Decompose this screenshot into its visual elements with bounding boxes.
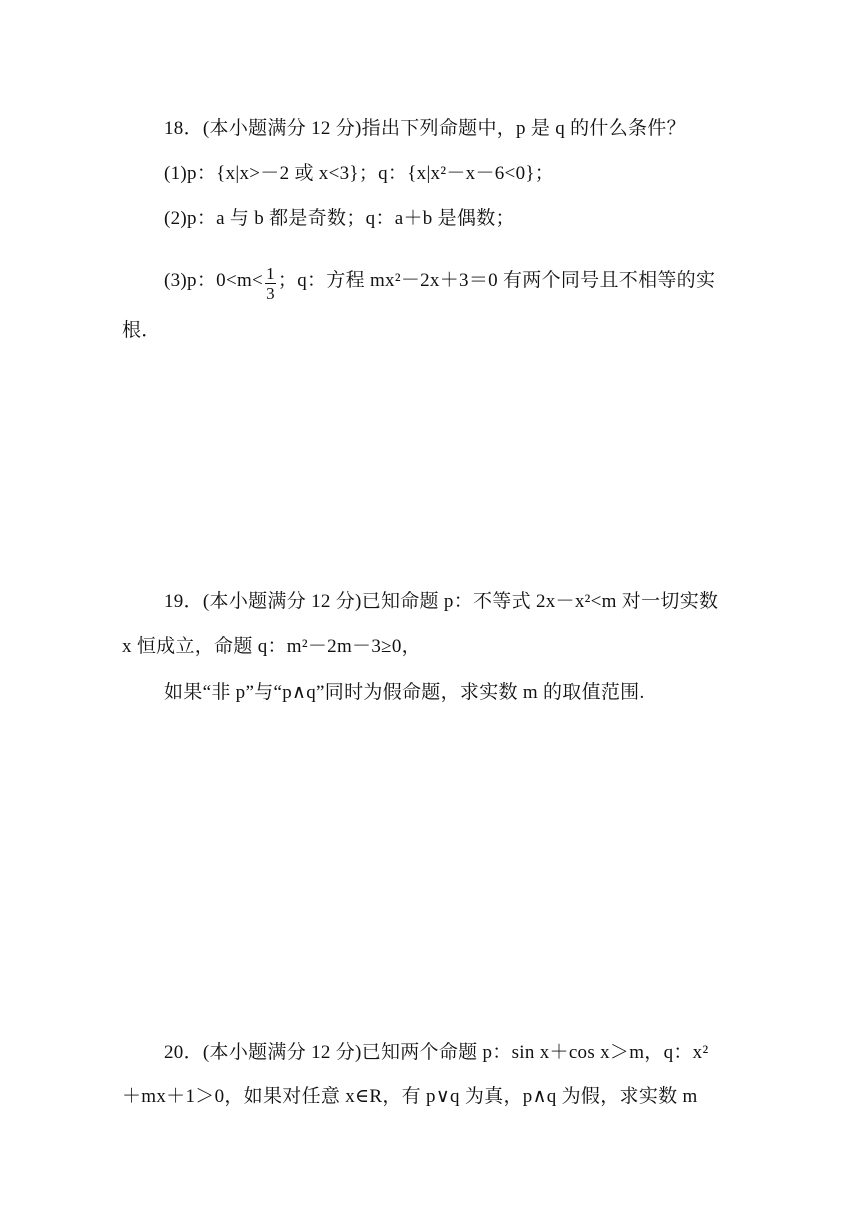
q18-item-1: (1)p：{x|x>－2 或 x<3}；q：{x|x²－x－6<0}； xyxy=(164,163,555,184)
fraction-denominator: 3 xyxy=(266,284,275,303)
q20-line-2: ＋mx＋1＞0，如果对任意 x∈R，有 p∨q 为真，p∧q 为假，求实数 m xyxy=(122,1086,698,1107)
q18-item-3-continuation: 根． xyxy=(122,320,161,341)
q19-line-2: x 恒成立，命题 q：m²－2m－3≥0， xyxy=(122,636,421,657)
q18-item-3 xyxy=(164,262,715,301)
q19-line-1: 19．(本小题满分 12 分)已知命题 p：不等式 2x－x²<m 对一切实数 xyxy=(164,591,719,612)
q20-line-1: 20．(本小题满分 12 分)已知两个命题 p：sin x＋cos x＞m，q：x² xyxy=(164,1042,709,1063)
q18-item-3-prefix: (3)p：0<m< xyxy=(164,269,264,291)
q18-stem: 18．(本小题满分 12 分)指出下列命题中，p 是 q 的什么条件？ xyxy=(164,118,686,139)
fraction-numerator: 1 xyxy=(266,264,275,283)
q18-item-2: (2)p：a 与 b 都是奇数；q：a＋b 是偶数； xyxy=(164,208,515,229)
fraction-one-third xyxy=(265,264,276,303)
q19-line-3: 如果“非 p”与“p∧q”同时为假命题，求实数 m 的取值范围. xyxy=(164,682,645,703)
q18-item-3-suffix: ；q：方程 mx²－2x＋3＝0 有两个同号且不相等的实 xyxy=(277,269,716,291)
